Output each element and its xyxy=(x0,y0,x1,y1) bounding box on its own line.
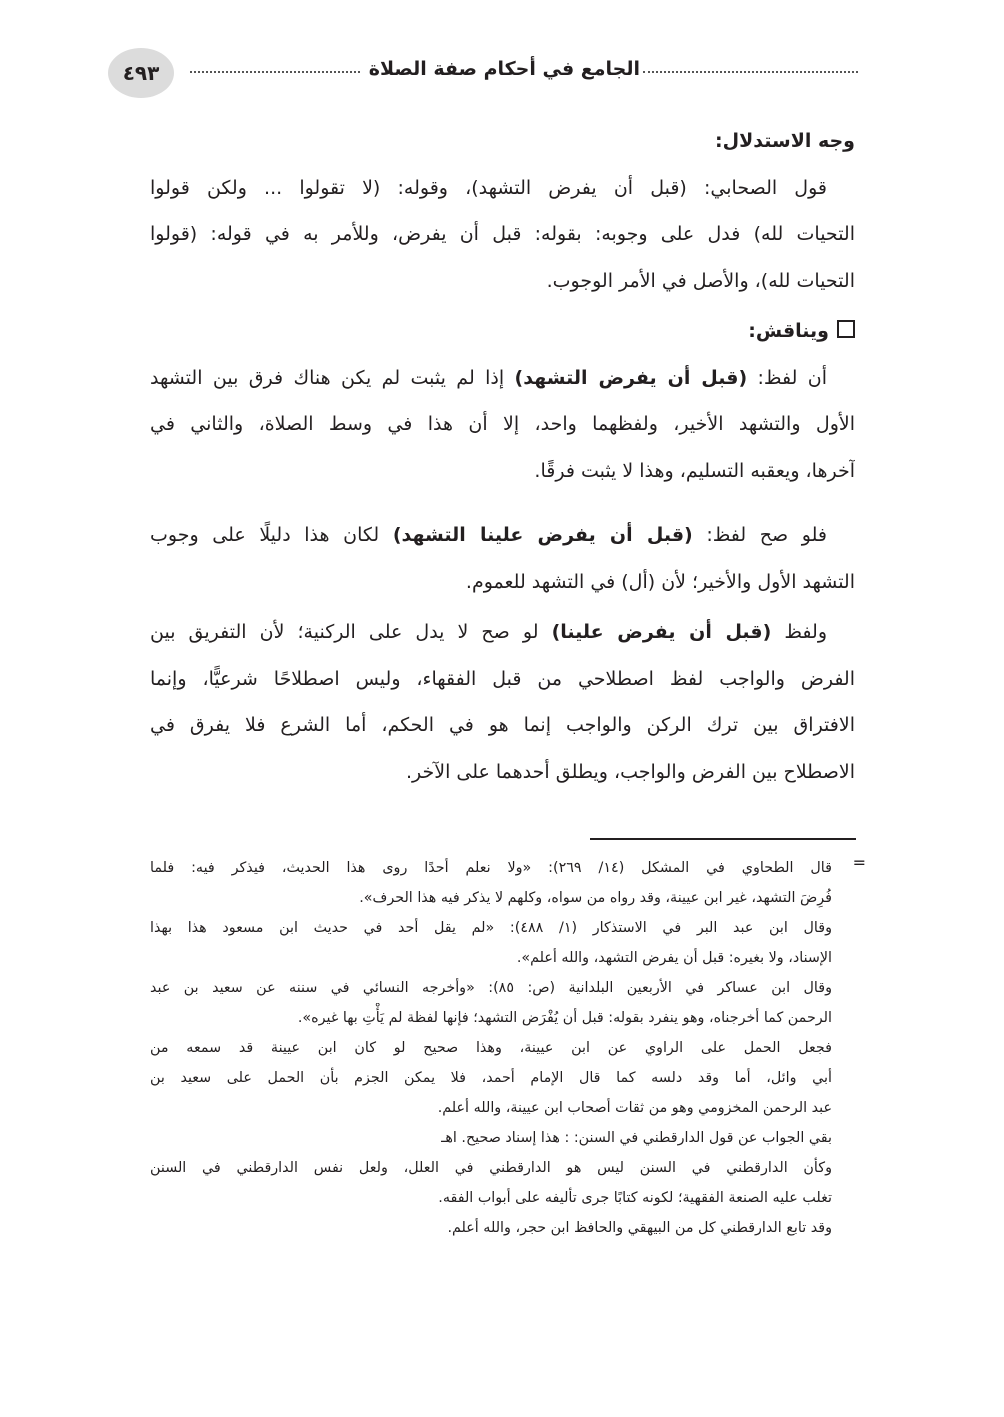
text-line xyxy=(150,609,855,656)
footnote-line: بقي الجواب عن قول الدارقطني في السنن: : هذا إسناد صحيح. اهـ xyxy=(441,1130,832,1146)
footnote-line: فجعل الحمل على الراوي عن ابن عيينة، وهذا صحيح لو كان ابن عيينة قد سمعه من xyxy=(150,1040,832,1056)
footnote-line: عبد الرحمن المخزومي وهو من ثقات أصحاب ابن عيينة، والله أعلم. xyxy=(437,1100,832,1116)
text-segment: التحيات لله) فدل على وجوبه: بقوله: قبل أن يفرض، وللأمر به في قوله: (قولوا xyxy=(150,223,855,245)
text-line xyxy=(150,211,855,258)
footnote-line: أبي وائل، أما وقد دلسه كما قال الإمام أحمد، فلا يمكن الجزم بأن الحمل على سعيد بن xyxy=(150,1070,832,1086)
footnote-line: وكأن الدارقطني في السنن ليس هو الدارقطني في العلل، ولعل نفس الدارقطني في السنن xyxy=(150,1160,832,1176)
footnote-line: الإسناد، ولا بغيره: قبل أن يفرض التشهد، والله أعلم». xyxy=(516,950,832,966)
text-line xyxy=(150,258,855,305)
text-segment: لكان هذا دليلًا على وجوب xyxy=(150,524,393,546)
text-segment: التشهد الأول والأخير؛ لأن (أل) في التشهد للعموم. xyxy=(465,570,855,593)
footnote-line: فُرِضَ التشهد، غير ابن عيينة، وقد رواه من سواه، وكلهم لا يذكر فيه هذا الحرف». xyxy=(359,890,832,906)
footnote-line: وقال ابن عساكر في الأربعين البلدانية (ص: ٨٥): «وأخرجه النسائي في سننه عن سعيد بن عبد xyxy=(150,980,832,996)
text-line xyxy=(150,308,855,355)
text-line xyxy=(150,702,855,749)
dotted-leader-left xyxy=(190,71,360,73)
footnotes xyxy=(150,853,866,1243)
text-segment: آخرها، ويعقبه التسليم، وهذا لا يثبت فرقًا. xyxy=(534,459,855,482)
text-line xyxy=(150,656,855,703)
main-text xyxy=(150,118,855,795)
footnote-line: تغلب عليه الصنعة الفقهية؛ لكونه كتابًا جرى تأليفه على أبواب الفقه. xyxy=(438,1190,832,1206)
text-line xyxy=(150,355,855,402)
bold-phrase: (قبل أن يفرض علينا التشهد) xyxy=(392,524,693,546)
text-segment: الأول والتشهد الأخير، ولفظهما واحد، إلا أن هذا في وسط الصلاة، والثاني في xyxy=(150,413,855,435)
dotted-leader-right xyxy=(643,71,858,73)
text-line xyxy=(150,401,855,448)
footnote-line: الرحمن كما أخرجناه، وهو ينفرد بقوله: قبل أن يُفْرَض التشهد؛ فإنها لفظة لم يَأْتِ بها غيره». xyxy=(297,1010,832,1026)
text-segment: لو صح لا يدل على الركنية؛ لأن التفريق بين xyxy=(150,621,552,643)
footnote-line: وقال ابن عبد البر في الاستذكار (١/ ٤٨٨): «لم يقل أحد في حديث ابن مسعود هذا بهذا xyxy=(150,920,832,936)
text-line xyxy=(150,512,855,559)
text-segment: قول الصحابي: (قبل أن يفرض التشهد)، وقوله: (لا تقولوا ... ولكن قولوا xyxy=(150,176,827,199)
text-segment: التحيات لله)، والأصل في الأمر الوجوب. xyxy=(546,269,855,292)
text-line xyxy=(150,749,855,796)
bold-phrase: ويناقش: xyxy=(748,320,829,342)
text-segment: ولفظ xyxy=(771,621,827,643)
text-segment: إذا لم يثبت لم يكن هناك فرق بين التشهد xyxy=(150,366,515,389)
bold-phrase: (قبل أن يفرض التشهد) xyxy=(514,366,748,389)
checkbox-square-icon xyxy=(837,320,855,338)
footnote-separator xyxy=(590,838,856,840)
text-segment: الافتراق بين ترك الركن والواجب إنما هو في الحكم، أما الشرع فلا يفرق في xyxy=(150,714,855,736)
bold-phrase: (قبل أن يفرض علينا) xyxy=(551,621,772,643)
text-line xyxy=(150,448,855,495)
bold-phrase: وجه الاستدلال: xyxy=(715,130,855,152)
running-header xyxy=(108,46,858,100)
footnote-line: قال الطحاوي في المشكل (١٤/ ٢٦٩): «ولا نعلم أحدًا روى هذا الحديث، فيذكر فيه: فلما xyxy=(150,860,832,876)
footnote-line: وقد تابع الدارقطني كل من البيهقي والحافظ ابن حجر، والله أعلم. xyxy=(447,1220,832,1236)
text-segment: الفرض والواجب لفظ اصطلاحي من قبل الفقهاء، وليس اصطلاحًا شرعيًّا، وإنما xyxy=(150,667,855,690)
text-line xyxy=(150,559,855,606)
text-line xyxy=(150,118,855,165)
text-segment: فلو صح لفظ: xyxy=(692,524,827,546)
text-segment: أن لفظ: xyxy=(747,366,827,389)
continuation-mark: = xyxy=(852,853,866,872)
text-line xyxy=(150,165,855,212)
text-segment: الاصطلاح بين الفرض والواجب، ويطلق أحدهما على الآخر. xyxy=(405,760,855,783)
page-number: ٤٩٣ xyxy=(108,48,174,98)
book-title: الجامع في أحكام صفة الصلاة xyxy=(368,58,640,80)
